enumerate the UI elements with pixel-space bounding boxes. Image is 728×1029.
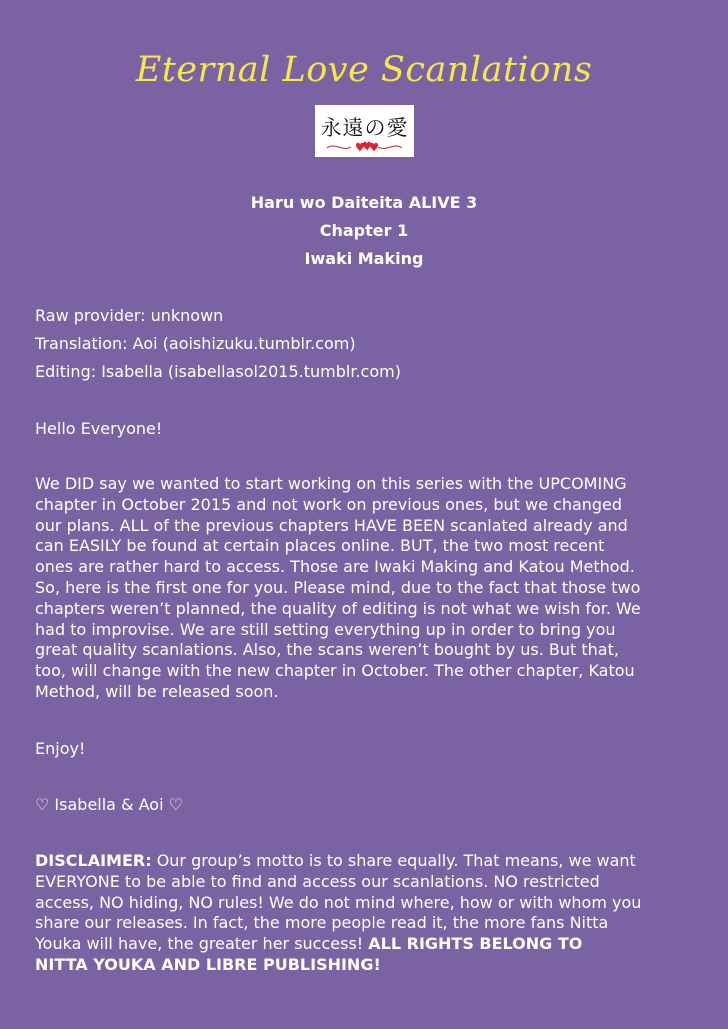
signature: ♡ Isabella & Aoi ♡: [35, 795, 183, 814]
chapter-subtitle: Iwaki Making: [304, 249, 424, 268]
disclaimer-line: share our releases. In fact, the more people read it, the more fans Nitta: [35, 913, 609, 933]
message-line: had to improvise. We are still setting everything up in order to bring you: [35, 619, 616, 639]
message-line: chapters weren’t planned, the quality of editing is not what we wish for. We: [35, 598, 641, 618]
message-line: ones are rather hard to access. Those are Iwaki Making and Katou Method.: [35, 557, 635, 577]
logo-text: 永遠の愛: [320, 116, 409, 140]
disclaimer-line: [35, 851, 705, 872]
translation-credit: Translation: Aoi (aoishizuku.tumblr.com): [35, 334, 356, 353]
series-title: Haru wo Daiteita ALIVE 3: [250, 193, 478, 212]
enjoy-text: Enjoy!: [35, 739, 86, 758]
message-line: can EASILY be found at certain places online. BUT, the two most recent: [35, 536, 605, 556]
message-line: chapter in October 2015 and not work on previous ones, but we changed: [35, 494, 623, 514]
hearts-ornament-icon: [325, 140, 404, 154]
message-paragraph: [35, 474, 705, 703]
message-line: great quality scanlations. Also, the scans weren’t bought by us. But that,: [35, 640, 619, 660]
disclaimer-paragraph: [35, 851, 705, 976]
rights-notice: NITTA YOUKA AND LIBRE PUBLISHING!: [35, 954, 381, 974]
disclaimer-line: [35, 955, 705, 976]
disclaimer-text: Youka will have, the greater her success!: [35, 934, 369, 954]
rights-notice: ALL RIGHTS BELONG TO: [368, 934, 583, 954]
group-name: Eternal Love Scanlations: [135, 50, 593, 90]
disclaimer-label: DISCLAIMER:: [35, 851, 152, 870]
disclaimer-text: Our group’s motto is to share equally. That means, we want: [151, 851, 636, 870]
disclaimer-line: EVERYONE to be able to find and access our scanlations. NO restricted: [35, 871, 600, 891]
message-line: So, here is the first one for you. Please mind, due to the fact that those two: [35, 577, 641, 597]
message-line: Method, will be released soon.: [35, 681, 279, 701]
message-line: our plans. ALL of the previous chapters HAVE BEEN scanlated already and: [35, 515, 628, 535]
greeting: Hello Everyone!: [35, 419, 163, 438]
disclaimer-line: access, NO hiding, NO rules! We do not mind where, how or with whom you: [35, 892, 642, 912]
message-line: We DID say we wanted to start working on this series with the UPCOMING: [35, 474, 627, 493]
editing-credit: Editing: Isabella (isabellasol2015.tumblr.com): [35, 362, 401, 381]
group-logo: [315, 105, 414, 157]
chapter-title: Chapter 1: [319, 221, 409, 240]
message-line: too, will change with the new chapter in October. The other chapter, Katou: [35, 661, 635, 681]
raw-provider-credit: Raw provider: unknown: [35, 306, 224, 325]
disclaimer-line: [35, 934, 705, 955]
